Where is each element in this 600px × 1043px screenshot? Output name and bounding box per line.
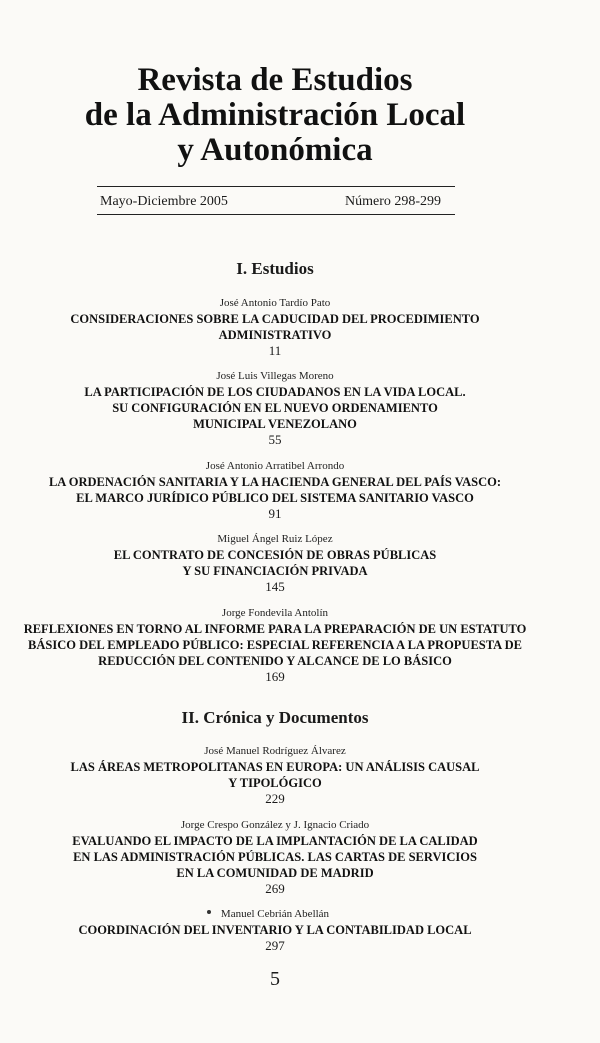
entry-title-line: SU CONFIGURACIÓN EN EL NUEVO ORDENAMIENTO <box>112 401 438 415</box>
entry-title-line: LA ORDENACIÓN SANITARIA Y LA HACIENDA GENERAL DEL PAÍS VASCO: <box>48 475 502 489</box>
entry-author: José Manuel Rodríguez Álvarez <box>204 745 346 757</box>
entry-page-number: 169 <box>265 669 285 684</box>
journal-title-line-3: y Autonómica <box>177 132 373 168</box>
entry-title-line: EVALUANDO EL IMPACTO DE LA IMPLANTACIÓN DE LA CALIDAD <box>72 834 478 848</box>
toc-entry <box>0 818 550 897</box>
entry-title-line: COORDINACIÓN DEL INVENTARIO Y LA CONTABILIDAD LOCAL <box>78 923 472 937</box>
entry-author: José Luis Villegas Moreno <box>216 370 334 382</box>
entry-page-number: 55 <box>268 432 282 447</box>
entry-author: Jorge Crespo González y J. Ignacio Criado <box>180 819 370 831</box>
entry-page-number: 269 <box>265 881 285 896</box>
entry-title-line: ADMINISTRATIVO <box>218 328 332 342</box>
entry-author: José Antonio Arratibel Arrondo <box>205 460 345 472</box>
journal-title-line-2: de la Administración Local <box>84 97 466 133</box>
entry-title-line: CONSIDERACIONES SOBRE LA CADUCIDAD DEL PROCEDIMIENTO <box>70 312 480 326</box>
entry-page-number: 145 <box>265 579 285 594</box>
entry-title-line: Y SU FINANCIACIÓN PRIVADA <box>182 564 368 578</box>
entry-author: José Antonio Tardío Pato <box>219 297 331 309</box>
entry-title-line: Y TIPOLÓGICO <box>228 776 322 790</box>
entry-title-line: REFLEXIONES EN TORNO AL INFORME PARA LA PREPARACIÓN DE UN ESTATUTO <box>23 622 527 636</box>
entry-title-line: LAS ÁREAS METROPOLITANAS EN EUROPA: UN ANÁLISIS CAUSAL <box>70 760 480 774</box>
issue-date: Mayo-Diciembre 2005 <box>100 194 228 209</box>
entry-title-line: EN LA COMUNIDAD DE MADRID <box>176 866 374 880</box>
entry-title-line: EL CONTRATO DE CONCESIÓN DE OBRAS PÚBLICAS <box>113 548 437 562</box>
toc-entry <box>0 744 550 807</box>
entry-title-line: LA PARTICIPACIÓN DE LOS CIUDADANOS EN LA VIDA LOCAL. <box>84 385 466 399</box>
section-heading-cronica-documentos: II. Crónica y Documentos <box>181 708 369 727</box>
entry-author: Manuel Cebrián Abellán <box>220 908 330 920</box>
entry-author: Miguel Ángel Ruiz López <box>217 533 333 545</box>
toc-entry <box>0 606 550 685</box>
toc-entry <box>0 459 550 522</box>
entry-author: Jorge Fondevila Antolín <box>221 607 329 619</box>
section-heading-estudios: I. Estudios <box>236 259 314 278</box>
entry-title-line: EL MARCO JURÍDICO PÚBLICO DEL SISTEMA SANITARIO VASCO <box>76 491 474 505</box>
toc-entry <box>0 907 550 954</box>
entry-title-line: BÁSICO DEL EMPLEADO PÚBLICO: ESPECIAL REFERENCIA A LA PROPUESTA DE <box>28 638 522 652</box>
entry-page-number: 91 <box>268 506 282 521</box>
toc-entry <box>0 532 550 595</box>
entry-page-number: 229 <box>265 791 285 806</box>
entry-title-line: MUNICIPAL VENEZOLANO <box>193 417 357 431</box>
toc-entry <box>0 369 550 448</box>
top-rule <box>97 186 455 187</box>
entry-page-number: 11 <box>268 343 282 358</box>
toc-entry <box>0 296 550 359</box>
entry-title-line: EN LAS ADMINISTRACIÓN PÚBLICAS. LAS CARTAS DE SERVICIOS <box>73 850 477 864</box>
issue-number: Número 298-299 <box>345 194 442 209</box>
journal-title-line-1: Revista de Estudios <box>137 62 413 98</box>
entry-title-line: REDUCCIÓN DEL CONTENIDO Y ALCANCE DE LO BÁSICO <box>98 654 452 668</box>
bottom-rule <box>97 214 455 215</box>
entry-page-number: 297 <box>265 938 285 953</box>
page-number: 5 <box>270 968 280 990</box>
